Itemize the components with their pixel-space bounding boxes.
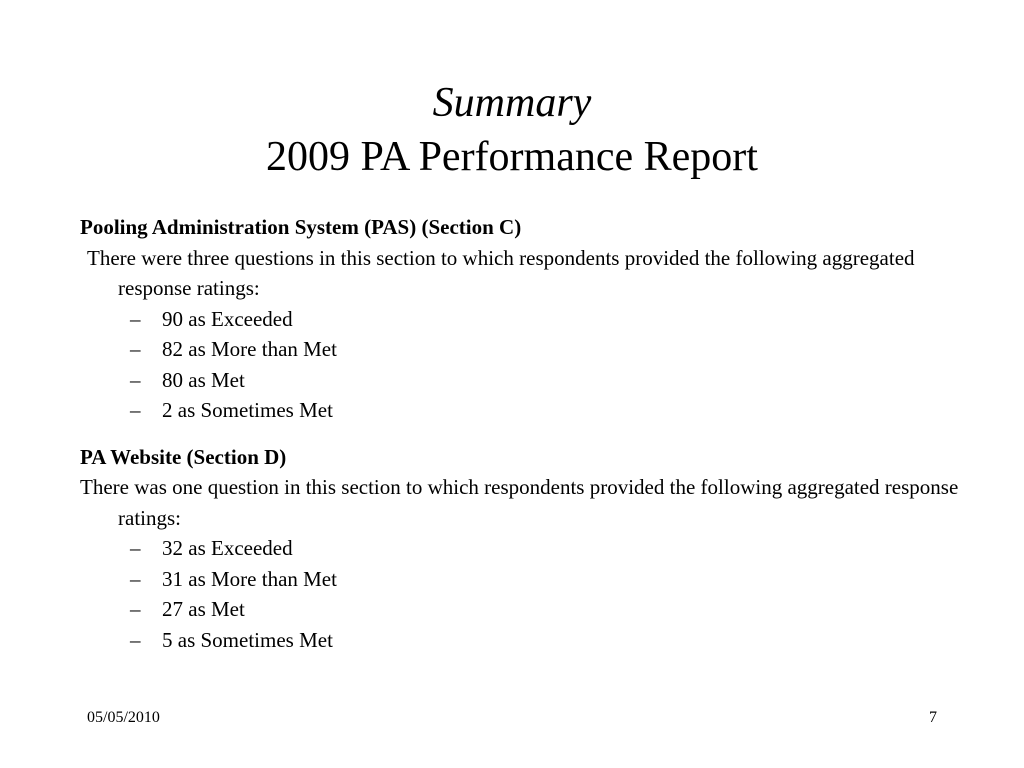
section-heading: PA Website (Section D) — [80, 444, 287, 469]
ratings-list — [80, 304, 960, 426]
title-main: 2009 PA Performance Report — [266, 134, 758, 180]
rating-text: 5 as Sometimes Met — [162, 627, 333, 652]
section-pas — [80, 212, 960, 426]
slide-title — [0, 78, 1024, 182]
rating-item — [130, 594, 960, 625]
section-heading: Pooling Administration System (PAS) (Section C) — [80, 215, 522, 239]
dash-bullet-icon: – — [130, 398, 141, 422]
rating-text: 31 as More than Met — [162, 566, 337, 591]
footer-date: 05/05/2010 — [87, 709, 160, 726]
dash-bullet-icon: – — [130, 367, 141, 392]
rating-text: 80 as Met — [162, 367, 245, 392]
rating-item — [130, 564, 960, 595]
rating-text: 2 as Sometimes Met — [162, 398, 333, 422]
dash-bullet-icon: – — [130, 337, 141, 361]
dash-bullet-icon: – — [130, 306, 141, 331]
dash-bullet-icon: – — [130, 566, 141, 591]
rating-item — [130, 395, 960, 426]
dash-bullet-icon: – — [130, 536, 141, 560]
title-italic: Summary — [432, 80, 592, 126]
rating-item — [130, 365, 960, 396]
ratings-list — [80, 533, 960, 655]
rating-text: 82 as More than Met — [162, 337, 337, 361]
rating-text: 90 as Exceeded — [162, 306, 293, 331]
section-pa-website — [80, 442, 960, 656]
page-number: 7 — [929, 709, 937, 726]
rating-item — [130, 304, 960, 335]
rating-item — [130, 533, 960, 564]
rating-item — [130, 334, 960, 365]
dash-bullet-icon: – — [130, 597, 141, 621]
slide-body — [80, 212, 960, 655]
dash-bullet-icon: – — [130, 627, 141, 652]
rating-item — [130, 625, 960, 656]
section-description: There was one question in this section to which respondents provided the following aggregated response ratings: — [80, 475, 959, 530]
rating-text: 32 as Exceeded — [162, 536, 293, 560]
rating-text: 27 as Met — [162, 597, 245, 621]
section-description: There were three questions in this section to which respondents provided the following aggregated response ratings: — [87, 245, 915, 300]
